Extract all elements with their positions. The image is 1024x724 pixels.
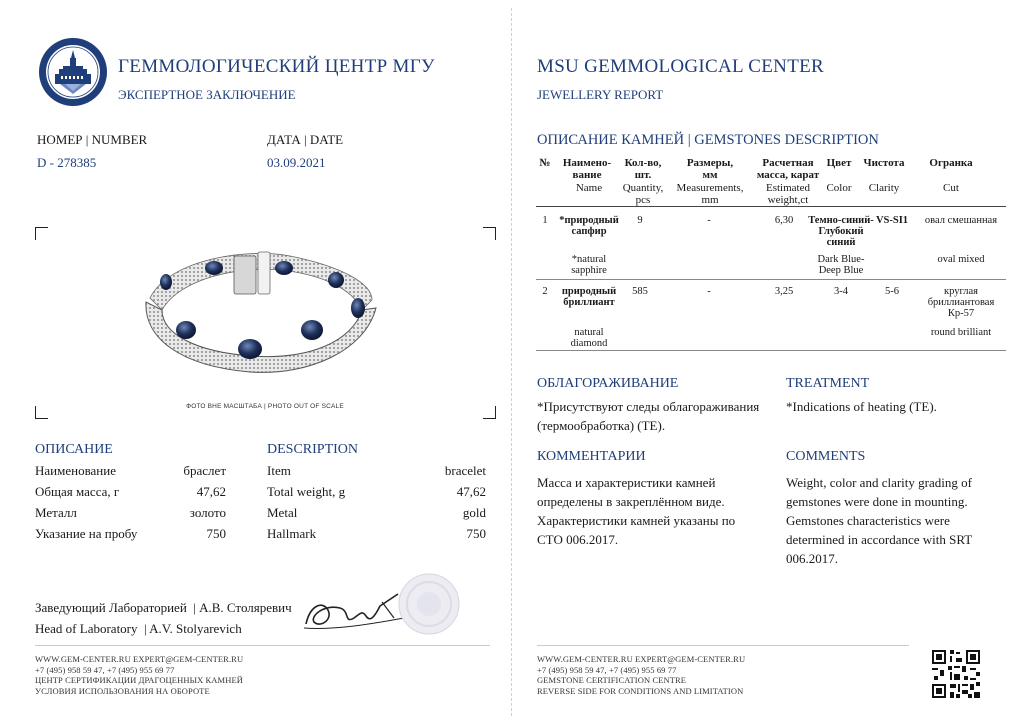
- desc-ru-value: 750: [206, 526, 226, 541]
- row2-size: -: [707, 286, 711, 297]
- row1-name-ru: *природный сапфир: [559, 215, 619, 237]
- desc-ru-value: 47,62: [196, 484, 226, 499]
- row2-cut-en: round brilliant: [930, 327, 992, 338]
- col-size-header-en: Measurements, mm: [676, 182, 744, 206]
- desc-ru-label: Металл: [35, 505, 77, 520]
- org-title-en: MSU GEMMOLOGICAL CENTER: [537, 56, 824, 77]
- row2-name-en: natural diamond: [570, 327, 608, 349]
- col-clarity-header-ru: Чистота: [863, 157, 905, 169]
- report-type-ru: ЭКСПЕРТНОЕ ЗАКЛЮЧЕНИЕ: [118, 87, 296, 102]
- desc-en-label: Metal: [267, 505, 298, 520]
- desc-ru-label: Наименование: [35, 463, 116, 478]
- desc-ru-label: Общая масса, г: [35, 484, 120, 499]
- signature-icon: [300, 588, 410, 638]
- msu-logo-icon: [37, 36, 109, 108]
- row1-cut-en: oval mixed: [937, 254, 985, 265]
- frame-corner-tl: [35, 227, 48, 240]
- treatment-en-text: *Indications of heating (TE).: [786, 399, 937, 414]
- desc-ru-value: золото: [189, 505, 226, 520]
- col-cut-header-en: Cut: [943, 182, 959, 194]
- col-name-header-en: Name: [575, 182, 603, 194]
- row1-qty: 9: [637, 215, 643, 226]
- footer-rule-right: [537, 645, 909, 646]
- footer-line: УСЛОВИЯ ИСПОЛЬЗОВАНИЯ НА ОБОРОТЕ: [35, 685, 210, 696]
- desc-en-value: 47,62: [456, 484, 486, 499]
- col-weight-header-en: Estimated weight,ct: [766, 182, 810, 206]
- col-clarity-header-en: Clarity: [868, 182, 900, 194]
- row2-color-ru: 3-4: [834, 286, 848, 297]
- table-rule: [536, 206, 1006, 207]
- signatory-en: Head of Laboratory | A.V. Stolyarevich: [35, 621, 242, 636]
- date-label: ДАТА | DATE: [267, 132, 344, 147]
- row2-name-ru: природный бриллиант: [561, 286, 617, 308]
- number-value: D - 278385: [37, 155, 97, 170]
- col-color-header-ru: Цвет: [826, 157, 852, 169]
- row2-qty: 585: [632, 286, 648, 297]
- col-no-header: №: [539, 157, 551, 169]
- row1-color-ru: Темно-синий- Глубокий синий: [808, 215, 874, 248]
- signatory-ru: Заведующий Лабораторией | А.В. Столяревич: [35, 600, 292, 615]
- org-title-ru: ГЕММОЛОГИЧЕСКИЙ ЦЕНТР МГУ: [118, 56, 435, 77]
- hologram-seal-icon: [398, 573, 460, 635]
- desc-en-label: Total weight, g: [267, 484, 346, 499]
- qr-code-icon: [930, 648, 982, 700]
- desc-ru-label: Указание на пробу: [35, 526, 138, 541]
- col-color-header-en: Color: [826, 182, 852, 194]
- footer-line: WWW.GEM-CENTER.RU EXPERT@GEM-CENTER.RU: [35, 654, 244, 664]
- desc-en-heading: DESCRIPTION: [267, 442, 359, 457]
- desc-en-value: gold: [462, 505, 486, 520]
- desc-en-label: Hallmark: [267, 526, 317, 541]
- desc-en-value: bracelet: [444, 463, 486, 478]
- frame-corner-tr: [483, 227, 496, 240]
- footer-line: WWW.GEM-CENTER.RU EXPERT@GEM-CENTER.RU: [537, 654, 746, 664]
- footer-line: +7 (495) 958 59 47, +7 (495) 955 69 77: [537, 664, 677, 675]
- row1-weight: 6,30: [774, 215, 794, 226]
- gemstones-table: [536, 155, 1006, 351]
- report-type-en: JEWELLERY REPORT: [537, 87, 664, 102]
- desc-en-label: Item: [267, 463, 291, 478]
- row2-clarity: 5-6: [885, 286, 899, 297]
- photo-caption: ФОТО ВНЕ МАСШТАБА | PHOTO OUT OF SCALE: [186, 403, 344, 410]
- table-rule: [536, 350, 1006, 351]
- date-value: 03.09.2021: [267, 155, 326, 170]
- treatment-en-heading: TREATMENT: [786, 376, 870, 391]
- row2-cut-ru: круглая бриллиантовая Кр-57: [927, 286, 995, 319]
- center-fold-divider: [511, 8, 512, 716]
- desc-en-value: 750: [466, 526, 486, 541]
- row2-weight: 3,25: [774, 286, 794, 297]
- footer-left: [35, 654, 243, 696]
- footer-right: [537, 654, 745, 696]
- col-name-header-ru: Наимено- вание: [562, 157, 612, 181]
- col-size-header-ru: Размеры, мм: [686, 157, 734, 181]
- row1-cut-ru: овал смешанная: [924, 215, 998, 226]
- footer-line: GEMSTONE CERTIFICATION CENTRE: [537, 675, 687, 685]
- row1-no: 1: [542, 215, 548, 226]
- row1-size: -: [707, 215, 711, 226]
- col-weight-header-ru: Расчетная масса, карат: [756, 157, 820, 181]
- comments-ru-text: Масса и характеристики камней определены в закреплённом виде. Характеристики камней указаны по СТО 006.2017.: [537, 475, 736, 547]
- row1-name-en: *natural sapphire: [571, 254, 607, 276]
- comments-en-heading: COMMENTS: [786, 449, 866, 464]
- row2-no: 2: [542, 286, 548, 297]
- treatment-ru-heading: ОБЛАГОРАЖИВАНИЕ: [537, 376, 679, 391]
- comments-en-text: Weight, color and clarity grading of gemstones were done in mounting. Gemstones characteristics were determined in accordance with SRT 006.2017.: [786, 475, 972, 566]
- table-rule: [536, 279, 1006, 280]
- treatment-ru-text: *Присутствуют следы облагораживания (термообработка) (TE).: [537, 399, 760, 433]
- col-qty-header-en: Quantity, pcs: [622, 182, 664, 206]
- bracelet-photo: [140, 238, 380, 388]
- col-cut-header-ru: Огранка: [929, 157, 973, 169]
- footer-line: ЦЕНТР СЕРТИФИКАЦИИ ДРАГОЦЕННЫХ КАМНЕЙ: [35, 675, 243, 685]
- number-label: НОМЕР | NUMBER: [37, 132, 148, 147]
- desc-ru-value: браслет: [183, 463, 226, 478]
- footer-line: +7 (495) 958 59 47, +7 (495) 955 69 77: [35, 664, 175, 675]
- footer-line: REVERSE SIDE FOR CONDITIONS AND LIMITATION: [537, 685, 744, 696]
- footer-rule-left: [35, 645, 490, 646]
- gemstones-title: ОПИСАНИЕ КАМНЕЙ | GEMSTONES DESCRIPTION: [537, 132, 879, 148]
- desc-ru-heading: ОПИСАНИЕ: [35, 442, 113, 457]
- col-qty-header-ru: Кол-во, шт.: [624, 157, 662, 181]
- row1-color-en: Dark Blue- Deep Blue: [817, 254, 865, 276]
- row1-clarity: VS-SI1: [875, 215, 909, 226]
- comments-ru-heading: КОММЕНТАРИИ: [537, 449, 646, 464]
